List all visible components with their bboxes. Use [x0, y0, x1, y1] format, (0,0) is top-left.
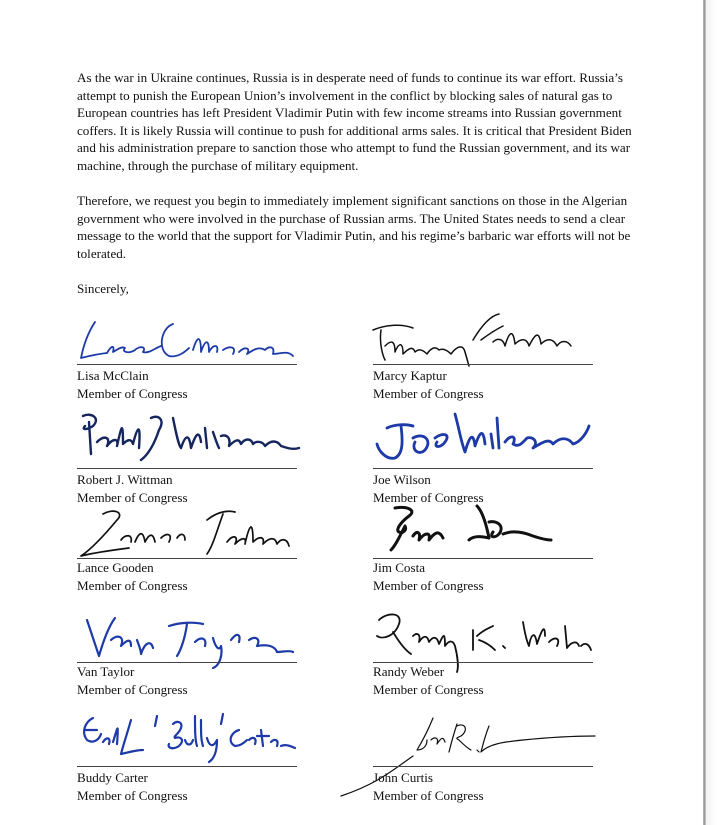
signatory-title: Member of Congress	[373, 386, 484, 401]
signatory-name: Van Taylor	[77, 664, 135, 679]
signature-block-weber	[373, 606, 595, 696]
signatory-title: Member of Congress	[373, 490, 484, 505]
signatory-title: Member of Congress	[77, 682, 188, 697]
signatory-name: Marcy Kaptur	[373, 368, 447, 383]
signature-block-carter	[77, 710, 299, 803]
signature-lisa-mcclain	[77, 310, 299, 370]
signatory-name: Joe Wilson	[373, 472, 431, 487]
signatory-title: Member of Congress	[373, 578, 484, 593]
signatory-name: Jim Costa	[373, 560, 426, 575]
signature-marcy-kaptur	[373, 310, 595, 370]
signature-van-taylor	[77, 606, 299, 666]
signatory-title: Member of Congress	[77, 788, 188, 803]
signature-joe-wilson	[373, 408, 595, 470]
signature-block-wittman	[77, 408, 299, 505]
signatory-name: Lisa McClain	[77, 368, 149, 383]
signatory-name: John Curtis	[373, 770, 434, 785]
signature-lance-gooden	[77, 502, 299, 562]
signatory-title: Member of Congress	[77, 490, 188, 505]
signatory-title: Member of Congress	[77, 386, 188, 401]
signatory-name: Buddy Carter	[77, 770, 148, 785]
signatory-title: Member of Congress	[373, 788, 484, 803]
letter-closing: Sincerely,	[77, 281, 129, 296]
signature-john-curtis	[373, 710, 595, 800]
signature-robert-wittman	[77, 408, 299, 470]
letter-paragraph-2: Therefore, we request you begin to immediately implement significant sanctions on those in the Algerian government who were involved in the purchase of Russian arms. The United States needs to send a clear message to the world that the support for Vladimir Putin, and his regime’s barbaric war efforts will not be tolerated.	[77, 193, 631, 261]
signatory-name: Robert J. Wittman	[77, 472, 173, 487]
signature-block-kaptur	[373, 310, 595, 400]
signatory-name: Lance Gooden	[77, 560, 154, 575]
signatory-title: Member of Congress	[77, 578, 188, 593]
signature-block-mcclain	[77, 310, 299, 400]
signature-jim-costa	[373, 502, 595, 562]
signatory-name: Randy Weber	[373, 664, 445, 679]
signature-buddy-carter	[77, 710, 299, 770]
signature-block-taylor	[77, 606, 299, 696]
signature-block-curtis	[373, 710, 595, 803]
signature-block-wilson	[373, 408, 595, 505]
signature-block-costa	[373, 502, 595, 592]
letter-paragraph-1: As the war in Ukraine continues, Russia is in desperate need of funds to continue its war effort. Russia’s attempt to punish the European Union’s involvement in the conflict by blocking sales of natural gas to European countries has left President Vladimir Putin with few income streams into Russian government coffers. It is likely Russia will continue to push for additional arms sales. It is critical that President Biden and his administration prepare to sanction those who attempt to fund the Russian government, and its war machine, through the purchase of military equipment.	[77, 70, 632, 173]
page-edge-shadow	[703, 0, 717, 825]
signatory-title: Member of Congress	[373, 682, 484, 697]
signature-block-gooden	[77, 502, 299, 592]
